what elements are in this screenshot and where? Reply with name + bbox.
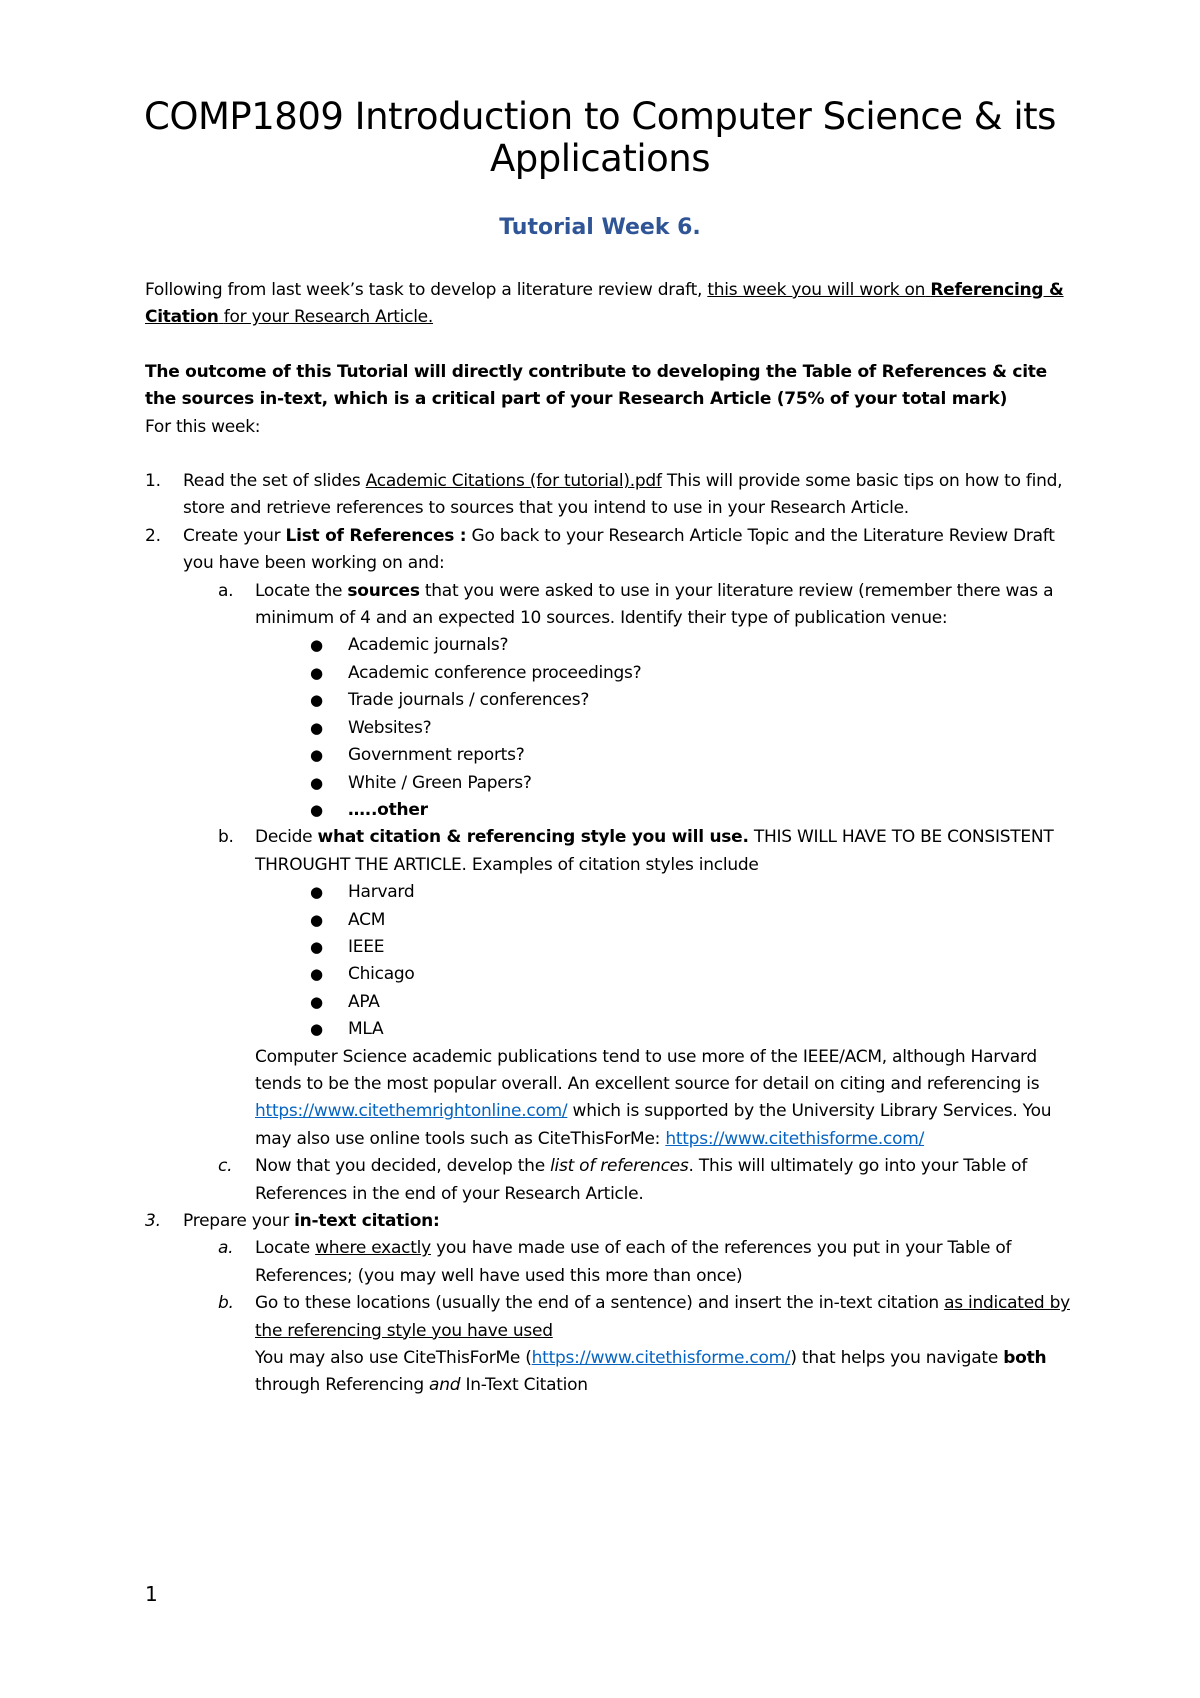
citethisforme-link[interactable]: https://www.citethisforme.com/ — [665, 1128, 925, 1149]
bullet-item: ● …..other — [310, 799, 428, 820]
citation-note: Computer Science academic publications tend to use more of the IEEE/ACM, although Harvard tends to be the most popular overall. An excellent source for detail on citing and referencing is https://www.citethemrightonline.com/ which is supported by the University Library Services. You may also use online tools such as CiteThisForMe: https://www.citethisforme.com/ — [255, 1046, 1052, 1149]
for-this-week: For this week: — [145, 416, 261, 437]
bullet-item: ● Trade journals / conferences? — [310, 690, 590, 711]
list-item-2b: b. Decide what citation & referencing style you will use. THIS WILL HAVE TO BE CONSISTENT THROUGHT THE ARTICLE. Examples of citation styles include — [218, 827, 1054, 875]
list-item-2: 2. Create your List of References : Go back to your Research Article Topic and the Literature Review Draft you have been working on and: — [145, 525, 1055, 574]
page-number: 1 — [145, 1582, 158, 1606]
bullet-item: ● Academic journals? — [310, 635, 509, 656]
citethisforme-link-2[interactable]: https://www.citethisforme.com/ — [531, 1348, 791, 1369]
list-item-3a: a. Locate where exactly you have made use of each of the references you put in your Table of References; (you may well have used this more than once) — [218, 1238, 1012, 1286]
document-body — [145, 277, 1075, 1400]
bullet-item: ● APA — [310, 991, 380, 1012]
document-subtitle: Tutorial Week 6. — [499, 215, 701, 240]
citethemright-link[interactable]: https://www.citethemrightonline.com/ — [255, 1101, 568, 1122]
bullet-item: ● Academic conference proceedings? — [310, 662, 642, 683]
document-title: COMP1809 Introduction to Computer Science & its Applications — [144, 95, 1056, 180]
bullet-item: ● MLA — [310, 1019, 384, 1040]
bullet-item: ● Chicago — [310, 964, 415, 985]
bullet-item: ● Harvard — [310, 882, 415, 903]
list-item-3b: b. Go to these locations (usually the end of a sentence) and insert the in-text citation as indicated by the referencing style you have used You may also use CiteThisForMe (https://www.citethisforme.com/) that helps you navigate both through Referencing and In-Text Citation — [218, 1293, 1070, 1396]
bullet-item: ● ACM — [310, 909, 386, 930]
list-item-2c: c. Now that you decided, develop the list of references. This will ultimately go into your Table of References in the end of your Research Article. — [218, 1156, 1028, 1204]
bullet-item: ● White / Green Papers? — [310, 772, 532, 793]
list-item-1: 1. Read the set of slides Academic Citations (for tutorial).pdf This will provide some basic tips on how to find, store and retrieve references to sources that you intend to use in your Research Article. — [145, 471, 1063, 519]
bullet-item: ● Websites? — [310, 717, 432, 738]
intro-paragraph: Following from last week’s task to develop a literature review draft, this week you will work on Referencing & Citation for your Research Article. — [145, 280, 1064, 328]
slides-link[interactable]: Academic Citations (for tutorial).pdf — [365, 471, 662, 492]
bullet-item: ● IEEE — [310, 936, 385, 957]
bullet-item: ● Government reports? — [310, 745, 525, 766]
list-item-2a: a. Locate the sources that you were asked to use in your literature review (remember there was a minimum of 4 and an expected 10 sources. Identify their type of publication venue: — [218, 580, 1054, 629]
outcome-paragraph: The outcome of this Tutorial will directly contribute to developing the Table of References & cite the sources in-text, which is a critical part of your Research Article (75% of your total mark) — [145, 361, 1047, 410]
list-item-3: 3. Prepare your in-text citation: — [145, 1211, 440, 1231]
